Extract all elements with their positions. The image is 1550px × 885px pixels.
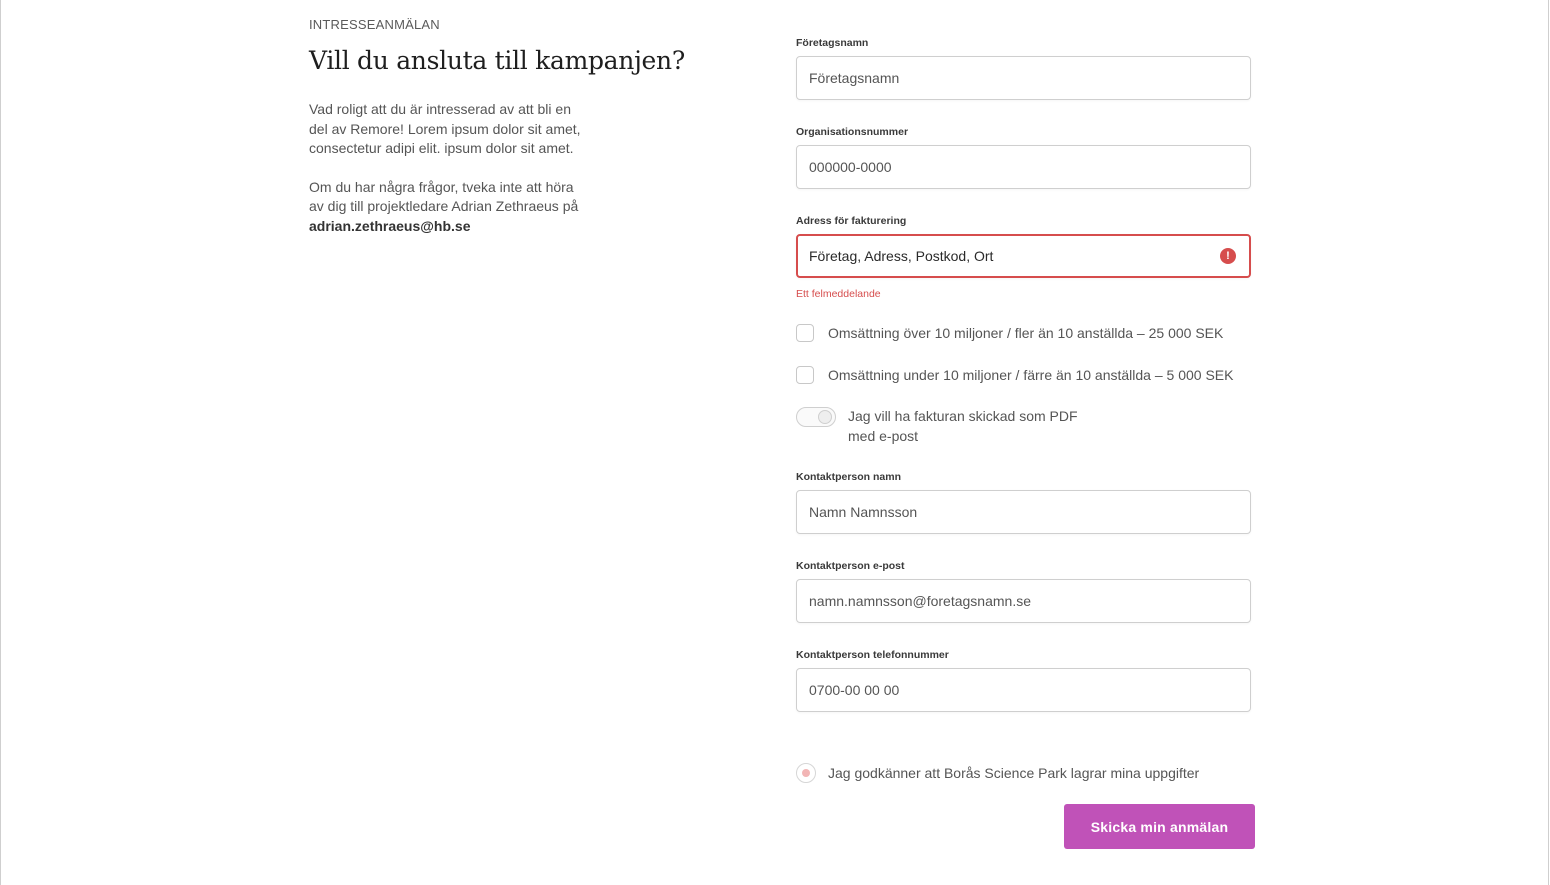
contact-paragraph-text: Om du har några frågor, tveka inte att höra av dig till projektledare Adrian Zethraeus på bbox=[309, 178, 579, 214]
company-input-box bbox=[796, 56, 1251, 100]
org-number-input-box bbox=[796, 145, 1251, 189]
org-number-field bbox=[796, 125, 1253, 139]
option-small-label: Omsättning under 10 miljoner / färre än 10 anställda – 5 000 SEK bbox=[828, 367, 1234, 383]
error-icon: ! bbox=[1220, 248, 1236, 264]
consent-radio-dot bbox=[802, 769, 810, 777]
submit-button[interactable]: Skicka min anmälan bbox=[1064, 804, 1255, 849]
consent-radio[interactable] bbox=[796, 763, 816, 783]
intro-section bbox=[309, 16, 729, 236]
contact-email-input-box bbox=[796, 579, 1251, 623]
billing-address-input[interactable] bbox=[798, 236, 1209, 276]
frame-edge-right bbox=[1548, 0, 1549, 885]
billing-address-input-box bbox=[796, 234, 1251, 278]
contact-email-input[interactable] bbox=[797, 580, 1209, 622]
company-field bbox=[796, 36, 1253, 50]
billing-address-error: Ett felmeddelande bbox=[796, 288, 881, 300]
org-number-label: Organisationsnummer bbox=[796, 126, 909, 138]
pdf-invoice-label: Jag vill ha fakturan skickad som PDF med e-post bbox=[848, 408, 1078, 444]
billing-address-field bbox=[796, 214, 1253, 262]
pdf-invoice-toggle[interactable] bbox=[796, 407, 836, 427]
billing-address-label: Adress för fakturering bbox=[796, 215, 907, 227]
contact-name-input-box bbox=[796, 490, 1251, 534]
contact-name-label: Kontaktperson namn bbox=[796, 471, 902, 483]
option-large-label: Omsättning över 10 miljoner / fler än 10 anställda – 25 000 SEK bbox=[828, 325, 1224, 341]
eyebrow-label: INTRESSEANMÄLAN bbox=[309, 17, 440, 32]
frame-edge-left bbox=[0, 0, 1, 885]
contact-email-label: Kontaktperson e-post bbox=[796, 560, 905, 572]
contact-paragraph bbox=[309, 178, 581, 237]
contact-name-field bbox=[796, 470, 1253, 484]
option-large-checkbox[interactable] bbox=[796, 324, 814, 342]
intro-paragraph: Vad roligt att du är intresserad av att bli en del av Remore! Lorem ipsum dolor sit amet, consectetur adipi elit. ipsum dolor sit amet. bbox=[309, 101, 581, 156]
pdf-invoice-row[interactable] bbox=[796, 406, 1256, 450]
contact-email-field bbox=[796, 559, 1253, 573]
consent-label: Jag godkänner att Borås Science Park lagrar mina uppgifter bbox=[828, 765, 1200, 781]
contact-phone-field bbox=[796, 648, 1253, 662]
contact-email-link[interactable]: adrian.zethraeus@hb.se bbox=[309, 217, 471, 234]
org-number-input[interactable] bbox=[797, 146, 1209, 188]
contact-phone-input[interactable] bbox=[797, 669, 1209, 711]
toggle-knob bbox=[818, 410, 832, 424]
company-label: Företagsnamn bbox=[796, 37, 869, 49]
page-title: Vill du ansluta till kampanjen? bbox=[309, 46, 685, 75]
contact-phone-label: Kontaktperson telefonnummer bbox=[796, 649, 949, 661]
contact-phone-input-box bbox=[796, 668, 1251, 712]
option-small-checkbox[interactable] bbox=[796, 366, 814, 384]
contact-name-input[interactable] bbox=[797, 491, 1209, 533]
consent-row[interactable] bbox=[796, 763, 1256, 785]
option-large-row[interactable] bbox=[796, 324, 1256, 346]
option-small-row[interactable] bbox=[796, 366, 1256, 388]
company-input[interactable] bbox=[797, 57, 1209, 99]
